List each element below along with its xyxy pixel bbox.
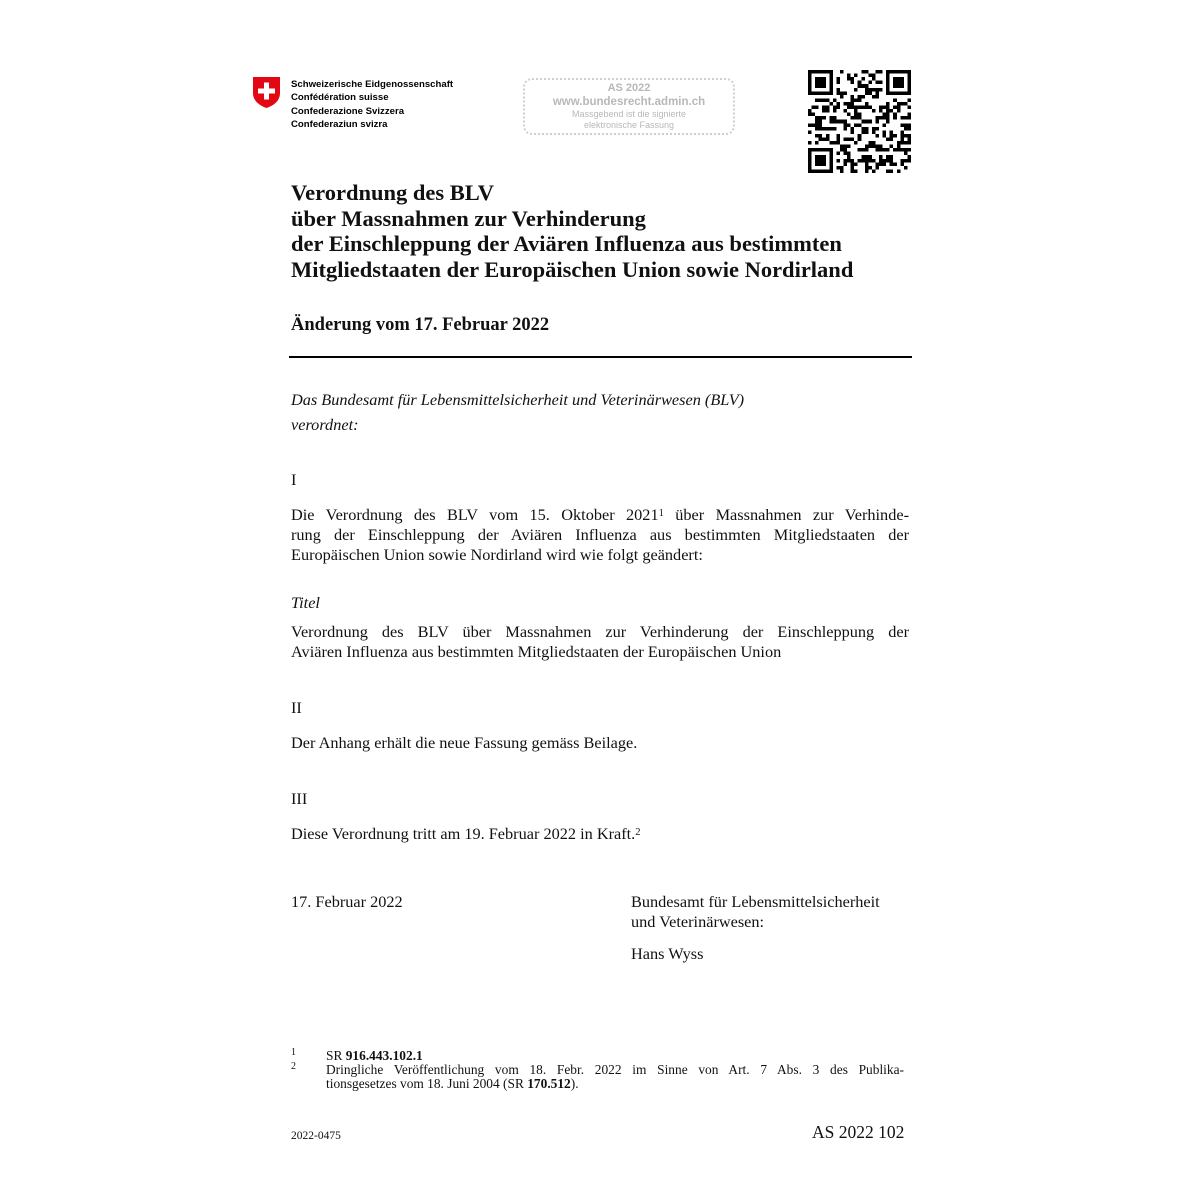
- signing-authority: [631, 892, 880, 932]
- para-line: Europäischen Union sowie Nordirland wird wie folgt geändert:: [291, 545, 703, 564]
- official-publication-stamp: [523, 78, 735, 135]
- document-number: 2022-0475: [291, 1130, 341, 1142]
- para-line: Aviären Influenza aus bestimmten Mitgliedstaaten der Europäischen Union: [291, 642, 782, 661]
- section-iii-paragraph: [291, 824, 909, 844]
- section-ii-paragraph: [291, 733, 909, 753]
- intro-line: Das Bundesamt für Lebensmittelsicherheit und Veterinärwesen (BLV): [291, 390, 745, 409]
- title-line: über Massnahmen zur Verhinderung: [291, 205, 646, 231]
- new-title-paragraph: [291, 622, 909, 662]
- confederation-rm: Confederaziun svizra: [291, 118, 388, 130]
- title-line: der Einschleppung der Aviären Influenza aus bestimmten: [291, 231, 842, 256]
- title-subheading: Titel: [291, 593, 320, 612]
- section-label-iii: III: [291, 789, 308, 808]
- stamp-as: AS 2022: [607, 82, 651, 94]
- confederation-de: Schweizerische Eidgenossenschaft: [291, 79, 454, 90]
- signature-date: 17. Februar 2022: [291, 892, 403, 911]
- para-line: rung der Einschleppung der Aviären Influenza aus bestimmten Mitgliedstaaten der: [291, 525, 909, 544]
- sr-number[interactable]: 170.512: [527, 1076, 571, 1091]
- authority-line: und Veterinärwesen:: [631, 912, 765, 931]
- section-i-paragraph: [291, 505, 909, 565]
- confederation-it: Confederazione Svizzera: [291, 105, 405, 117]
- enacting-clause: [291, 387, 744, 437]
- stamp-note-2: elektronische Fassung: [583, 120, 675, 130]
- title-divider: [289, 356, 912, 358]
- title-line: Mitgliedstaaten der Europäischen Union sowie Nordirland: [291, 256, 854, 282]
- stamp-url[interactable]: www.bundesrecht.admin.ch: [552, 96, 706, 108]
- authority-line: Bundesamt für Lebensmittelsicherheit: [631, 892, 880, 911]
- para-line: Der Anhang erhält die neue Fassung gemäss Beilage.: [291, 733, 638, 752]
- confederation-fr: Confédération suisse: [291, 92, 389, 104]
- section-label-i: I: [291, 470, 297, 489]
- footnote-number: 2: [291, 1061, 296, 1072]
- stamp-note-1: Massgebend ist die signierte: [571, 109, 687, 119]
- as-reference: AS 2022 102: [812, 1122, 905, 1142]
- swiss-coat-of-arms-icon: [252, 76, 281, 109]
- footnote-text: SR 916.443.102.1: [326, 1048, 423, 1063]
- intro-line: verordnet:: [291, 415, 359, 434]
- footnote-number: 1: [291, 1047, 296, 1058]
- footnote-ref-1[interactable]: 1: [658, 508, 664, 519]
- para-line: Verordnung des BLV über Massnahmen zur Verhinderung der Einschleppung der: [291, 622, 909, 641]
- qr-code-icon: [808, 70, 911, 173]
- para-line: Diese Verordnung tritt am 19. Februar 2022 in Kraft.$^2$: [291, 824, 641, 843]
- section-label-ii: II: [291, 698, 302, 717]
- confederation-names: [291, 78, 453, 131]
- sr-number[interactable]: 916.443.102.1: [345, 1048, 423, 1063]
- document-title: [291, 180, 931, 282]
- footnote-text: tionsgesetzes vom 18. Juni 2004 (SR 170.512).: [326, 1076, 579, 1091]
- footnote-ref-2[interactable]: 2: [635, 827, 641, 838]
- signatory-name: Hans Wyss: [631, 944, 704, 963]
- amendment-date-heading: Änderung vom 17. Februar 2022: [291, 315, 550, 335]
- title-line: Verordnung des BLV: [291, 180, 494, 205]
- para-line: Die Verordnung des BLV vom 15. Oktober 2021$^1$ über Massnahmen zur Verhinde-: [291, 505, 909, 524]
- footnote-text: Dringliche Veröffentlichung vom 18. Febr. 2022 im Sinne von Art. 7 Abs. 3 des Publika-: [326, 1062, 904, 1077]
